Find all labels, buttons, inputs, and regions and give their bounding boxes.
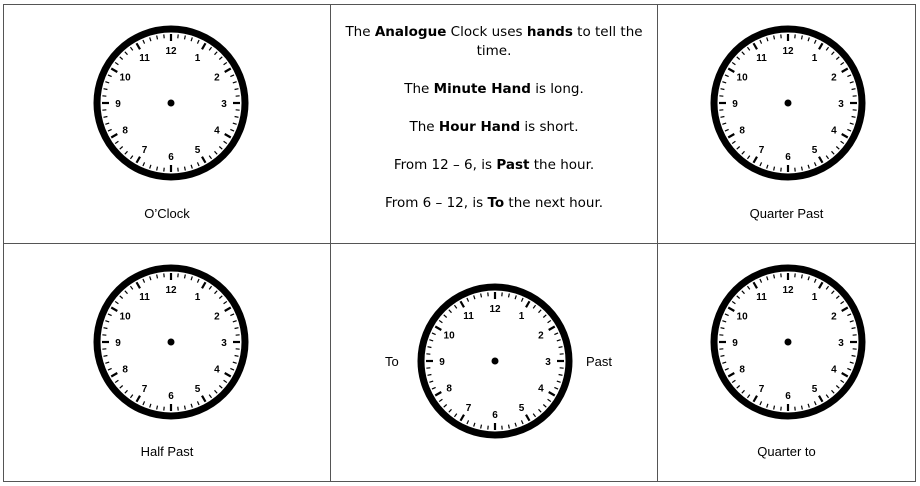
clock-center-dot bbox=[168, 100, 175, 107]
minute-tick bbox=[802, 406, 803, 410]
info-line-5: From 6 – 12, is To the next hour. bbox=[384, 195, 604, 211]
clock-number: 9 bbox=[732, 338, 738, 349]
clock-number: 11 bbox=[756, 53, 767, 65]
clock-number: 6 bbox=[785, 152, 791, 163]
clock-number: 2 bbox=[214, 72, 220, 84]
minute-tick bbox=[481, 425, 482, 429]
clock-number: 8 bbox=[739, 364, 745, 376]
clock-face-oclock bbox=[91, 23, 251, 183]
minute-tick bbox=[509, 294, 510, 298]
cell-quarter-to bbox=[658, 244, 916, 482]
minute-tick bbox=[104, 117, 108, 118]
clock-number: 12 bbox=[165, 285, 177, 296]
minute-tick bbox=[235, 356, 239, 357]
clock-number: 1 bbox=[194, 292, 201, 304]
info-line-3: The Hour Hand is short. bbox=[409, 119, 579, 135]
clock-number: 1 bbox=[811, 292, 818, 304]
clock-number: 4 bbox=[538, 383, 544, 395]
clock-number: 3 bbox=[545, 357, 551, 368]
info-line-4: From 12 – 6, is Past the hour. bbox=[393, 157, 595, 173]
clock-number: 10 bbox=[736, 311, 748, 323]
clock-number: 5 bbox=[811, 383, 818, 395]
minute-tick bbox=[157, 275, 158, 279]
clock-number: 12 bbox=[489, 304, 501, 315]
clock-number: 10 bbox=[443, 330, 455, 342]
clock-face-to-past bbox=[415, 281, 575, 441]
minute-tick bbox=[721, 89, 725, 90]
clock-number: 9 bbox=[115, 338, 121, 349]
minute-tick bbox=[774, 406, 775, 410]
clock-number: 5 bbox=[194, 144, 201, 156]
clock-number: 2 bbox=[214, 311, 220, 323]
clock-number: 1 bbox=[811, 53, 818, 65]
info-line-2: The Minute Hand is long. bbox=[404, 81, 584, 97]
clock-number: 2 bbox=[831, 72, 837, 84]
minute-tick bbox=[428, 347, 432, 348]
minute-tick bbox=[509, 425, 510, 429]
minute-tick bbox=[802, 36, 803, 40]
clock-number: 12 bbox=[165, 46, 177, 57]
clock-number: 10 bbox=[119, 311, 131, 323]
minute-tick bbox=[185, 406, 186, 410]
clock-number: 6 bbox=[168, 391, 174, 402]
minute-tick bbox=[774, 36, 775, 40]
minute-tick bbox=[852, 117, 856, 118]
clock-number: 9 bbox=[115, 99, 121, 110]
info-text bbox=[331, 23, 657, 232]
clock-center-dot bbox=[168, 339, 175, 346]
clock-number: 6 bbox=[492, 410, 498, 421]
clock-center-dot bbox=[492, 358, 499, 365]
clock-number: 12 bbox=[782, 46, 794, 57]
minute-tick bbox=[428, 375, 432, 376]
clock-number: 8 bbox=[739, 125, 745, 137]
clock-number: 3 bbox=[838, 338, 844, 349]
minute-tick bbox=[104, 356, 108, 357]
minute-tick bbox=[235, 89, 239, 90]
clock-number: 11 bbox=[139, 292, 150, 304]
clock-face-quarter-to bbox=[708, 262, 868, 422]
caption-half-past: Half Past bbox=[140, 444, 194, 459]
minute-tick bbox=[157, 36, 158, 40]
clock-number: 7 bbox=[465, 402, 472, 414]
cell-quarter-past bbox=[658, 5, 916, 244]
clock-number: 4 bbox=[831, 364, 837, 376]
minute-tick bbox=[185, 167, 186, 171]
minute-tick bbox=[185, 275, 186, 279]
label-to: To bbox=[385, 354, 399, 369]
caption-quarter-past: Quarter Past bbox=[749, 206, 824, 221]
minute-tick bbox=[802, 167, 803, 171]
minute-tick bbox=[721, 328, 725, 329]
clock-number: 3 bbox=[221, 99, 227, 110]
minute-tick bbox=[774, 275, 775, 279]
minute-tick bbox=[721, 117, 725, 118]
clock-number: 12 bbox=[782, 285, 794, 296]
minute-tick bbox=[235, 328, 239, 329]
minute-tick bbox=[104, 328, 108, 329]
minute-tick bbox=[157, 167, 158, 171]
clock-number: 11 bbox=[756, 292, 767, 304]
minute-tick bbox=[559, 375, 563, 376]
clock-number: 2 bbox=[538, 330, 544, 342]
clock-number: 4 bbox=[214, 364, 220, 376]
clock-number: 11 bbox=[463, 311, 474, 323]
clock-number: 4 bbox=[831, 125, 837, 137]
minute-tick bbox=[852, 328, 856, 329]
clock-number: 7 bbox=[758, 383, 765, 395]
minute-tick bbox=[721, 356, 725, 357]
clock-number: 8 bbox=[446, 383, 452, 395]
clock-number: 9 bbox=[732, 99, 738, 110]
clock-number: 6 bbox=[168, 152, 174, 163]
minute-tick bbox=[852, 89, 856, 90]
clock-face-half-past bbox=[91, 262, 251, 422]
minute-tick bbox=[852, 356, 856, 357]
cell-half-past bbox=[4, 244, 331, 482]
clock-face-quarter-past bbox=[708, 23, 868, 183]
label-past: Past bbox=[586, 354, 613, 369]
clock-number: 3 bbox=[838, 99, 844, 110]
caption-quarter-to: Quarter to bbox=[757, 444, 816, 459]
minute-tick bbox=[235, 117, 239, 118]
clock-center-dot bbox=[785, 339, 792, 346]
clock-number: 4 bbox=[214, 125, 220, 137]
info-line-1: The Analogue Clock uses hands to tell the time. bbox=[345, 24, 643, 59]
clock-number: 1 bbox=[194, 53, 201, 65]
minute-tick bbox=[559, 347, 563, 348]
clock-number: 9 bbox=[439, 357, 445, 368]
minute-tick bbox=[802, 275, 803, 279]
clock-number: 3 bbox=[221, 338, 227, 349]
clock-number: 5 bbox=[518, 402, 525, 414]
minute-tick bbox=[774, 167, 775, 171]
clock-number: 10 bbox=[736, 72, 748, 84]
cell-info bbox=[331, 5, 658, 244]
minute-tick bbox=[481, 294, 482, 298]
cell-oclock bbox=[4, 5, 331, 244]
clock-number: 1 bbox=[518, 311, 525, 323]
clock-number: 8 bbox=[122, 125, 128, 137]
minute-tick bbox=[104, 89, 108, 90]
clock-number: 6 bbox=[785, 391, 791, 402]
clock-number: 5 bbox=[194, 383, 201, 395]
minute-tick bbox=[185, 36, 186, 40]
clock-number: 5 bbox=[811, 144, 818, 156]
minute-tick bbox=[157, 406, 158, 410]
clock-number: 2 bbox=[831, 311, 837, 323]
caption-oclock: O’Clock bbox=[144, 206, 190, 221]
clock-number: 7 bbox=[758, 144, 765, 156]
cell-to-past-diagram bbox=[331, 244, 658, 482]
clock-number: 8 bbox=[122, 364, 128, 376]
clock-center-dot bbox=[785, 100, 792, 107]
clock-number: 10 bbox=[119, 72, 131, 84]
clock-number: 7 bbox=[141, 383, 148, 395]
clock-worksheet-grid bbox=[3, 4, 916, 482]
clock-number: 7 bbox=[141, 144, 148, 156]
clock-number: 11 bbox=[139, 53, 150, 65]
